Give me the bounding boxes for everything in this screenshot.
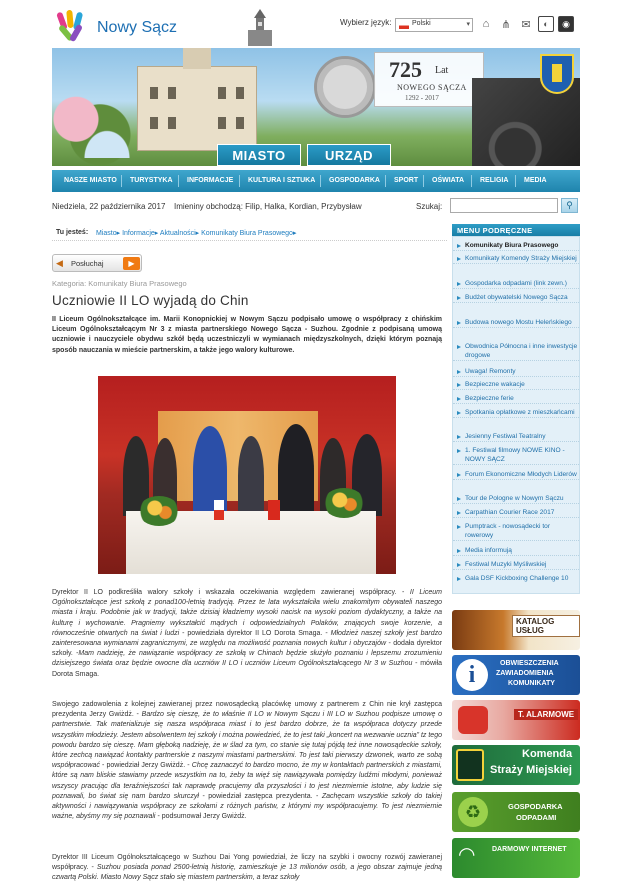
alarm-label: T. ALARMOWE xyxy=(514,709,578,720)
play-icon: ▶ xyxy=(123,257,140,270)
jubilee-unit: Lat xyxy=(435,65,449,76)
speaker-icon: ◀ xyxy=(56,258,63,268)
guard-badge-icon xyxy=(456,749,484,781)
internet-label: DARMOWY INTERNET xyxy=(492,846,567,853)
listen-button[interactable] xyxy=(52,254,142,272)
announce-line-2: ZAWIADOMIENIA xyxy=(496,670,554,677)
article-paragraph-2: Swojego zadowolenia z kolejnej zawieranej przez nowosądecką placówkę umowy z partnerem z Chin nie krył zastępca prezydenta Jerzy Gwiżdż. - Bardzo się cieszę, że to właśnie II LO w Nowym Sączu i III LO w Suzhou podpisze umowę o partnerstwie. Tak materializuje się nasza współpraca miast i to jest bardzo dobrze, że ta współpraca dotyczy przede wszystkim młodzieży. Jestem absolwentem tej szkoły i można powiedzieć, że to jest taki „koncert na wezwanie ucznia” tz tego powodu bardzo się cieszę. Mam głęboką nadzieję, że w ślad za tym, co stanie się tutaj pójdą też inne nowosądeckie szkoły, które zechcą nawiązać kontakty partnerskie z naszymi miastami partnerskimi. To jest taki pierwszy dzwonek, warto ze sobą współpracować - powiedział Jerzy Gwiżdż. - Chcę zaznaczyć to bardzo mocno, że my w kontaktach partnerskich z miastami, które są nam bliskie stawiamy przede wszystkim na to, żeby ta więź się nawiązywała pomiędzy ludźmi młodymi, ponieważ wszyscy pracując dla teraźniejszości tak naprawdę pracujemy dla przyszłości i to jest niezmiernie istotne, aby ludzie się poznawali, bo świat się nam bardzo skurczył - powiedział zastępca prezydenta. - Zachęcam wszystkie szkoły do takiej aktywności i nawiązywania współpracy ze szkołami z różnych państw, z którymi my współpracujemy. To jest niezmiernie ważne, abyśmy my się poznawali - podsumował Jerzy Gwiżdż. xyxy=(52,701,442,821)
sidebar-item[interactable]: Spotkania opłatkowe z mieszkańcami xyxy=(453,408,579,418)
sidebar-menu xyxy=(452,236,580,594)
tab-office[interactable]: URZĄD xyxy=(307,144,391,166)
nav-item-gospodarka[interactable]: GOSPODARKA xyxy=(329,177,380,184)
chevron-down-icon: ▾ xyxy=(466,21,470,28)
home-icon[interactable]: ⌂ xyxy=(482,18,490,30)
breadcrumb-item[interactable]: Miasto xyxy=(96,230,117,237)
breadcrumb-label: Tu jesteś: xyxy=(56,229,89,236)
tab-city[interactable]: MIASTO xyxy=(217,144,301,166)
article-photo[interactable] xyxy=(98,376,396,574)
sidebar-item[interactable]: Festiwal Muzyki Myśliwskiej xyxy=(453,560,579,570)
announcements-banner[interactable] xyxy=(452,655,580,695)
sidebar-item[interactable]: Gala DSF Kickboxing Challenge 10 xyxy=(453,574,579,583)
city-guard-banner[interactable] xyxy=(452,745,580,785)
mail-icon[interactable]: ✉ xyxy=(521,18,531,31)
high-contrast-eye-icon[interactable]: ◉ xyxy=(558,16,574,32)
poland-flag-icon xyxy=(399,22,409,29)
sidebar-item[interactable]: Obwodnica Północna i inne inwestycje drogowe xyxy=(453,342,579,361)
banner-fountain xyxy=(82,128,132,158)
breadcrumb-item[interactable]: Informacje xyxy=(122,230,155,237)
logo-mark-icon xyxy=(55,10,91,44)
jubilee-number: 725 xyxy=(389,57,422,82)
waste-line-2: ODPADAMI xyxy=(516,813,557,822)
town-hall-icon xyxy=(240,8,280,48)
sidebar-item[interactable]: Uwaga! Remonty xyxy=(453,367,579,377)
sidebar-item[interactable]: Komunikaty Biura Prasowego xyxy=(453,241,579,251)
search-input[interactable] xyxy=(450,198,558,213)
sidebar-item[interactable]: Gospodarka odpadami (link zewn.) xyxy=(453,279,579,289)
jubilee-years: 1292 - 2017 xyxy=(405,94,439,102)
breadcrumb-item[interactable]: Komunikaty Biura Prasowego xyxy=(201,230,293,237)
nav-item-kultura[interactable]: KULTURA I SZTUKA xyxy=(248,177,316,184)
search-label: Szukaj: xyxy=(416,202,443,211)
listen-label: Posłuchaj xyxy=(71,259,104,268)
sidebar-item[interactable]: Carpathian Courier Race 2017 xyxy=(453,508,579,518)
brand-name: Nowy Sącz xyxy=(97,19,178,36)
article-title: Uczniowie II LO wyjadą do Chin xyxy=(52,293,249,308)
nav-item-turystyka[interactable]: TURYSTYKA xyxy=(130,177,173,184)
sidebar-item[interactable]: Jesienny Festiwal Teatralny xyxy=(453,432,579,442)
sidebar-item[interactable]: Komunikaty Komendy Straży Miejskiej xyxy=(453,254,579,264)
article-paragraph-1: Dyrektor II LO podkreśliła walory szkoły i wskazała oczekiwania względem zawieranej współpracy. - II Liceum Ogólnokształcące jest szkołą z ponad100-letnią tradycją. Przez te lata wykształciła wielu znakomitym obywateli naszego miasta i kraju. Podobnie jak w tradycji, także dzisiaj kładziemy wysoki nacisk na wysoki poziom dydaktyczny, a także na kulturę i wychowanie. Pragniemy wykształcić mądrych i odpowiedzialnych Polaków, znających swoje korzenie, a równocześnie otwartych na świat i ludzi - powiedziała dyrektor II LO Dorota Smaga. - Młodzież naszej szkoły jest bardzo zainteresowana wymianami zagranicznymi, ze względu na możliwość poznania nowych kultur i obyczajów - dodała dyrektor szkoły. -Mam nadzieję, że nawiązanie współpracy ze szkołą w Chinach będzie służyło poznaniu i lepszemu zrozumieniu dzisiejszego świata oraz będzie owocne dla uczniów II LO i uczniów Liceum Ogólnokształcącego Nr 3 w Suzhou - mówiła Dorota Smaga. xyxy=(52,589,442,678)
free-internet-banner[interactable] xyxy=(452,838,580,878)
nav-item-informacje[interactable]: INFORMACJE xyxy=(187,177,234,184)
sidebar-item[interactable]: Budżet obywatelski Nowego Sącza xyxy=(453,293,579,303)
catalog-label: KATALOG USŁUG xyxy=(512,615,580,637)
guard-line-2: Straży Miejskiej xyxy=(490,764,572,776)
main-nav xyxy=(52,170,580,192)
nav-item-nasze-miasto[interactable]: NASZE MIASTO xyxy=(64,177,117,184)
contrast-icon[interactable]: ◐ xyxy=(538,16,554,32)
article-paragraph-3: Dyrektor III Liceum Ogólnokształcącego w Suzhou Dai Yong powiedział, że liczy na szybki i owocny rozwój zawieranej współpracy. - Suzhou posiada ponad 2500-letnią historię, zamieszkuje je 13 milionów osób, a jego obszar zajmuje jedną czwartą Polski. Miasto Nowy Sącz stało się miastem partnerskim, a teraz szkoły xyxy=(52,854,442,882)
alarm-phones-banner[interactable] xyxy=(452,700,580,740)
sidebar-item[interactable]: Bezpieczne wakacje xyxy=(453,380,579,390)
breadcrumb-item[interactable]: Aktualności xyxy=(159,230,196,237)
site-logo[interactable] xyxy=(55,10,185,44)
nameday: Imieniny obchodzą: Filip, Halka, Kordian, Przybysław xyxy=(174,202,362,211)
sidebar-title: MENU PODRĘCZNE xyxy=(452,224,580,236)
waste-management-banner[interactable] xyxy=(452,792,580,832)
nav-item-oswiata[interactable]: OŚWIATA xyxy=(432,177,465,184)
catalog-banner[interactable] xyxy=(452,610,580,650)
sidebar-item[interactable]: 1. Festiwal filmowy NOWE KINO - NOWY SĄCZ xyxy=(453,446,579,465)
wifi-icon: ◠ xyxy=(458,844,476,866)
commemorative-seal xyxy=(314,56,376,118)
recycle-icon: ♻ xyxy=(458,797,488,827)
sitemap-icon[interactable]: ⋔ xyxy=(501,18,511,31)
jubilee-badge xyxy=(374,52,484,107)
breadcrumb: Tu jesteś: Miasto▸ Informacje▸ Aktualności▸ Komunikaty Biura Prasowego▸ xyxy=(52,225,447,241)
current-date: Niedziela, 22 października 2017 xyxy=(52,202,166,211)
town-hall-photo xyxy=(137,66,257,151)
phone-icon xyxy=(458,706,488,734)
sidebar-item[interactable]: Forum Ekonomiczne Młodych Liderów xyxy=(453,470,579,480)
nav-item-media[interactable]: MEDIA xyxy=(524,177,547,184)
sidebar-item[interactable]: Bezpieczne ferie xyxy=(453,394,579,404)
nav-item-religia[interactable]: RELIGIA xyxy=(480,177,509,184)
sidebar-item[interactable]: Tour de Pologne w Nowym Sączu xyxy=(453,494,579,504)
language-label: Wybierz język: xyxy=(340,18,392,27)
waste-line-1: GOSPODARKA xyxy=(508,802,563,811)
nav-item-sport[interactable]: SPORT xyxy=(394,177,419,184)
sidebar-item[interactable]: Pumptrack - nowosądecki tor rowerowy xyxy=(453,522,579,541)
announce-line-3: KOMUNIKATY xyxy=(508,680,555,687)
language-value: Polski xyxy=(412,20,431,27)
info-icon: i xyxy=(456,659,488,691)
sidebar-item[interactable]: Budowa nowego Mostu Heleńskiego xyxy=(453,318,579,328)
city-crest-icon[interactable] xyxy=(540,54,574,94)
article-lead: II Liceum Ogólnokształcące im. Marii Konopnickiej w Nowym Sączu podpisało umowę o współpracy z chińskim Liceum Ogólnokształcącym Nr 3 z miasta partnerskiego Nowego Sącza - Suzhou. Zgodnie z podpisaną umową uczniowie i nauczyciele obydwu szkół będą uczestniczyli w wymianach międzyszkolnych, dzięki którym poznają sposób nauczania w mieście partnerskim, a także jego walory kulturowe. xyxy=(52,316,442,354)
announce-line-1: OBWIESZCZENIA xyxy=(500,660,559,667)
search-button[interactable] xyxy=(561,198,578,213)
guard-line-1: Komenda xyxy=(522,748,573,760)
search-icon: ⚲ xyxy=(566,200,573,210)
language-select[interactable] xyxy=(395,18,473,32)
jubilee-city: NOWEGO SĄCZA xyxy=(397,83,467,92)
article-category: Kategoria: Komunikaty Biura Prasowego xyxy=(52,279,187,288)
sidebar-item[interactable]: Media informują xyxy=(453,546,579,556)
